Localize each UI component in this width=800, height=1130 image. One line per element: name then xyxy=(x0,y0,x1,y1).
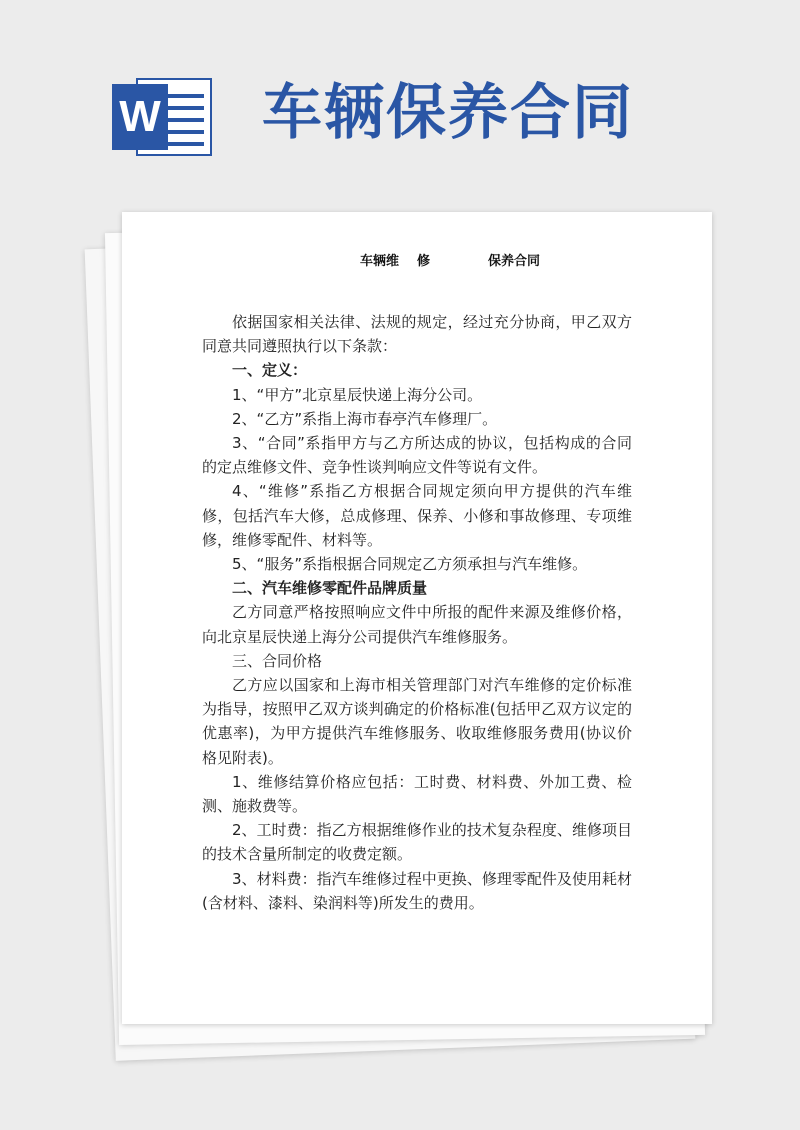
paragraph: 三、合同价格 xyxy=(232,651,323,670)
paragraph: 1、维修结算价格应包括：工时费、材料费、外加工费、检测、施救费等。 xyxy=(202,772,632,816)
paragraph: 乙方应以国家和上海市相关管理部门对汽车维修的定价标准为指导，按照甲乙双方谈判确定的价格标准(包括甲乙双方议定的优惠率)，为甲方提供汽车维修服务、收取维修服务费用(协议价格见附表)。 xyxy=(202,676,632,767)
word-document-icon xyxy=(112,78,214,156)
paragraph: 5、“服务”系指根据合同规定乙方须承担与汽车维修。 xyxy=(232,555,588,574)
paragraph: 3、“合同”系指甲方与乙方所达成的协议，包括构成的合同的定点维修文件、竞争性谈判响应文件等说有文件。 xyxy=(202,434,632,477)
paragraph: 2、工时费：指乙方根据维修作业的技术复杂程度、维修项目的技术含量所制定的收费定额。 xyxy=(202,821,632,864)
paragraph: 依据国家相关法律、法规的规定，经过充分协商，甲乙双方同意共同遵照执行以下条款： xyxy=(202,313,632,356)
section-heading: 二、汽车维修零配件品牌质量 xyxy=(232,579,428,598)
document-heading xyxy=(360,250,540,269)
paragraph: 4、“维修”系指乙方根据合同规定须向甲方提供的汽车维修，包括汽车大修，总成修理、保养、小修和事故修理、专项维修，维修零配件、材料等。 xyxy=(202,482,632,549)
section-heading: 一、定义： xyxy=(232,361,308,380)
word-badge: W xyxy=(112,84,168,150)
heading-part-2: 修 xyxy=(417,254,431,269)
page-title: 车辆保养合同 xyxy=(262,78,634,148)
header-banner xyxy=(0,0,800,200)
paragraph: 1、“甲方”北京星辰快递上海分公司。 xyxy=(232,385,483,404)
document-page xyxy=(122,212,712,1024)
paragraph: 2、“乙方”系指上海市春亭汽车修理厂。 xyxy=(232,409,498,428)
paragraph: 乙方同意严格按照响应文件中所报的配件来源及维修价格，向北京星辰快递上海分公司提供汽车维修服务。 xyxy=(202,603,632,646)
document-body xyxy=(202,310,632,915)
heading-part-1: 车辆维 xyxy=(360,254,400,269)
paragraph: 3、材料费：指汽车维修过程中更换、修理零配件及使用耗材(含材料、漆料、染润料等)所发生的费用。 xyxy=(202,869,632,912)
heading-part-3: 保养合同 xyxy=(488,254,541,269)
